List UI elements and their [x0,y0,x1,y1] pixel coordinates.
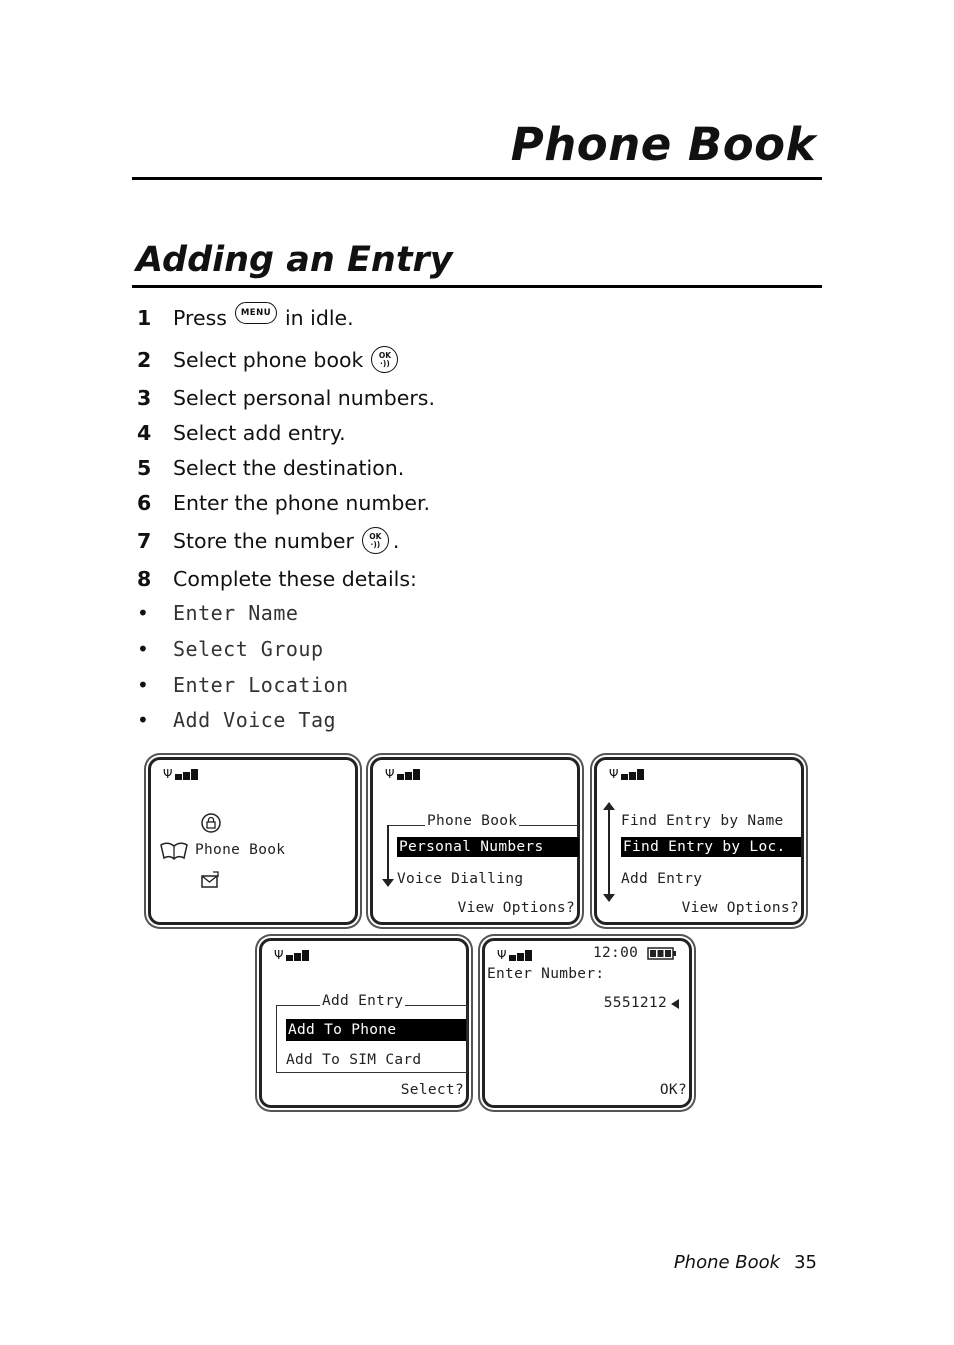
detail-bullet: • Enter Location [137,673,349,697]
step-text: Select personal numbers. [173,386,436,410]
step-6 [137,491,430,515]
step-number: 1 [137,306,152,330]
menu-label: Phone Book [195,842,286,858]
softkey-label: View Options? [457,900,575,916]
detail-bullet: • Select Group [137,637,324,661]
list-item: Voice Dialling [397,871,524,887]
step-7 [137,527,399,554]
step-number: 3 [137,386,152,410]
list-item-selected: Personal Numbers [397,837,579,857]
menu-key-icon: MENU [235,302,277,324]
step-3 [137,386,435,410]
ok-key-icon: OK ·)) [362,527,389,554]
chapter-title: Phone Book [510,118,816,171]
clock: 12:00 [593,945,639,961]
battery-icon [647,947,677,960]
signal-strength-icon: Ψ [163,768,198,780]
softkey-label: View Options? [681,900,799,916]
step-text: Store the number [173,528,354,553]
list-item: Add Entry [621,871,703,887]
step-text: in idle. [284,306,354,330]
step-5 [137,456,404,480]
chapter-rule [132,177,822,180]
message-icon [200,870,220,890]
step-text: . [392,528,400,553]
ok-key-icon: OK ·)) [371,346,398,373]
step-1 [137,306,354,330]
step-text: Select the destination. [173,456,405,480]
phone-screen-main-menu [148,757,358,925]
page-number: 35 [794,1252,817,1273]
step-number: 4 [137,421,152,445]
step-2 [137,346,402,373]
phone-screen-phone-book [370,757,580,925]
footer-label: Phone Book [673,1252,781,1273]
step-text: Enter the phone number. [173,491,431,515]
list-caption: Phone Book [427,813,518,829]
detail-bullet: • Add Voice Tag [137,708,337,732]
phone-book-icon [159,840,189,862]
softkey-label: OK? [659,1082,687,1098]
step-text: Select add entry. [173,421,346,445]
scroll-down-icon [603,894,615,902]
signal-strength-icon: Ψ [609,768,644,780]
prompt-label: Enter Number: [487,966,605,982]
step-4 [137,421,346,445]
step-text: Press [173,306,227,330]
section-rule [132,285,822,288]
signal-strength-icon: Ψ [385,768,420,780]
step-number: 6 [137,491,152,515]
number-input: 5551212 [603,995,667,1011]
list-item-selected: Find Entry by Loc. [621,837,801,857]
step-text: Select phone book [173,347,364,372]
list-item: Find Entry by Name [621,813,784,829]
cursor-icon [671,999,679,1009]
step-number: 5 [137,456,152,480]
step-number: 2 [137,347,152,372]
section-title: Adding an Entry [136,240,453,280]
signal-strength-icon: Ψ [274,949,309,961]
detail-bullet: • Enter Name [137,601,299,625]
lock-menu-icon [200,812,222,834]
scroll-down-icon [382,879,394,887]
list-item: Add To SIM Card [286,1052,422,1068]
phone-screen-personal-numbers [594,757,804,925]
phone-screen-add-entry [259,938,469,1108]
step-text: Complete these details: [173,567,417,591]
page-footer [674,1252,817,1273]
step-number: 8 [137,567,152,591]
softkey-label: Select? [400,1082,464,1098]
list-item-selected: Add To Phone [286,1019,466,1041]
signal-strength-icon: Ψ [497,949,532,961]
step-number: 7 [137,528,152,553]
phone-screen-enter-number [482,938,692,1108]
step-8 [137,567,417,591]
list-caption: Add Entry [322,993,404,1009]
